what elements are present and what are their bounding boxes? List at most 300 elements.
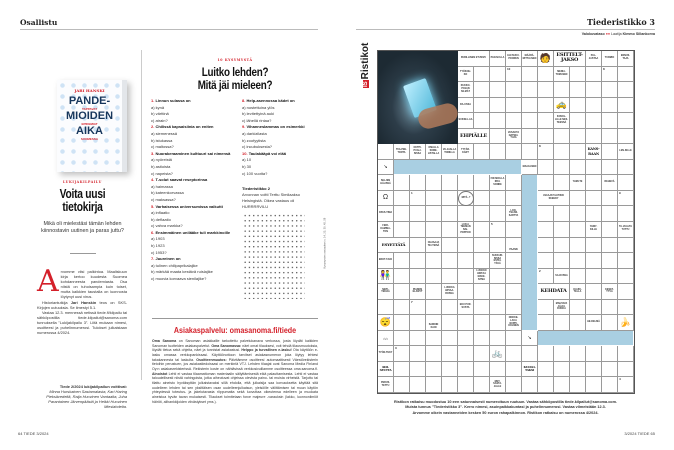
grid-cell[interactable] [394,284,410,300]
grid-cell[interactable] [490,113,506,129]
grid-cell[interactable] [410,206,426,222]
grid-cell[interactable] [522,82,538,98]
grid-cell[interactable] [570,238,586,254]
grid-cell[interactable] [570,362,586,378]
grid-cell[interactable] [458,238,474,254]
grid-cell[interactable] [570,98,586,114]
crossword-clue: VASAKTA NATSEI-TUJA [506,129,522,145]
crossword-clue: KOSOL-LILLE NES-TEESSÄ [554,113,570,129]
grid-cell[interactable] [586,300,602,316]
grid-cell[interactable] [506,222,522,238]
grid-cell[interactable] [570,129,586,145]
grid-cell[interactable] [474,222,490,238]
grid-cell[interactable] [602,377,618,393]
grid-cell[interactable] [490,331,506,347]
quiz-title: Luitko lehden? Mitä jäi mieleen? [197,65,273,92]
grid-cell[interactable] [602,206,618,222]
grid-cell[interactable] [538,175,554,191]
grid-cell[interactable] [554,144,570,160]
grid-cell[interactable] [570,253,586,269]
book-cover-image [57,80,127,172]
solution-number: 4 [618,377,634,393]
grid-cell[interactable] [586,67,602,83]
crossword-clue: ESYETTÄTÄ [378,238,410,254]
grid-cell[interactable] [554,160,570,176]
crossword-clue: YHMY-KILLE [586,222,602,238]
crossword-clue: PARILLINEN ETUSIVU [458,51,490,67]
grid-cell[interactable] [442,191,458,207]
grid-cell[interactable] [442,362,458,378]
grid-cell[interactable] [538,160,554,176]
crossword-clue: KESET-TYVÄ [602,284,618,300]
quiz-question: 2. Chilissä kapsaisiinia on eniten a) siemenessä b) istukassa c) maltossa? [151,124,239,150]
quiz-question: 10. Taulakääpä voi elää a) 10 b) 30 c) 100 vuotta? [242,151,322,177]
grid-cell[interactable] [554,129,570,145]
crossword-clue: LEN-KILLE [618,144,634,160]
grid-cell[interactable] [474,284,490,300]
grid-cell[interactable] [442,269,458,285]
grid-cell[interactable] [618,113,634,129]
grid-cell[interactable] [442,175,458,191]
solution-number: 8 [538,144,554,160]
crossword-clue: ROI-SEUTTA [378,362,394,378]
grid-cell[interactable] [602,160,618,176]
grid-cell[interactable] [506,144,522,160]
grid-cell[interactable] [522,377,538,393]
fish-picture-clue: SAMOIN KAIN [426,315,442,331]
grid-cell[interactable] [426,191,442,207]
grid-cell[interactable] [458,315,474,331]
grid-cell[interactable] [522,144,538,160]
grid-cell[interactable] [586,129,602,145]
crossword-clue: KAUKI-TELLA [570,284,586,300]
grid-cell[interactable] [426,300,442,316]
grid-cell[interactable] [506,346,522,362]
quiz-column-1 [151,98,239,283]
quiz-option: c) muovia korvaava sienilajike? [151,276,207,282]
contest-kicker: LUKIJAKILPAILU [63,180,102,184]
crossword-clue: SUKSE-LAA [458,113,474,129]
solution-number: 1 [410,191,426,207]
grid-cell[interactable] [506,82,522,98]
crossword-clue: LUOKKA ARVAA-ROSSA [442,284,458,300]
grid-cell[interactable] [410,331,426,347]
grid-cell[interactable] [538,222,554,238]
grid-cell[interactable] [506,331,522,347]
grid-cell[interactable] [586,191,602,207]
grid-cell[interactable] [506,191,522,207]
crossword-grid [377,50,635,394]
grid-cell[interactable] [506,253,522,269]
crossword-clue: LOO-TELIMI-SARTTA [506,206,522,222]
grid-cell[interactable] [570,67,586,83]
crossword-clue: ESITTELT-JAKSO [554,51,586,67]
grid-cell[interactable] [458,346,474,362]
cartoon-character-icon: 🧑 [538,51,554,67]
crossword-clue: OUTPI-PUALI-SISSA [410,144,426,160]
grid-cell[interactable] [522,98,538,114]
grid-cell[interactable] [602,315,618,331]
crossword-clue: PAL-JASTAA [586,51,602,67]
grid-cell[interactable] [458,331,474,347]
grid-cell[interactable] [474,67,490,83]
grid-cell[interactable] [442,331,458,347]
grid-cell[interactable] [394,331,410,347]
grid-cell[interactable] [458,206,474,222]
grid-cell[interactable] [570,300,586,316]
crossword-clue: MAHTAVA JÄLKI-RUOKA [554,300,570,316]
crossword-clue: EROT-TAVA [378,253,394,269]
crossword-clue: PERUS-TETTU [378,377,394,393]
grid-cell[interactable] [474,98,490,114]
grid-cell[interactable] [458,175,474,191]
grid-cell[interactable] [538,113,554,129]
symbol-clue-icon: ⌂⌂ [378,331,394,347]
grid-cell[interactable] [586,113,602,129]
grid-cell[interactable] [602,300,618,316]
grid-cell[interactable] [442,300,458,316]
grid-cell[interactable] [490,269,506,285]
grid-cell[interactable] [394,315,410,331]
grid-cell[interactable] [506,300,522,316]
quiz-option: c) atrain? [151,117,168,123]
quiz-option: b) deflaatio [151,216,171,222]
grid-cell[interactable] [506,362,522,378]
grid-cell[interactable] [426,377,442,393]
grid-cell[interactable] [618,362,634,378]
grid-cell[interactable] [474,362,490,378]
quiz-option: a) inflaatio [151,210,170,216]
grid-cell[interactable] [602,346,618,362]
winners-list: Minna Hurskainen Sastamalasta, Kari Haring Pieksävedeltä, Raija Huovinen Vantaalta, Juha Parantainen Järvenpäästä ja Heikki Huovinen Mieslahdelta. [46,389,127,410]
quiz-option: b) märkää maata kestävä ruislajike [151,269,213,275]
grid-cell[interactable] [538,377,554,393]
grid-cell[interactable] [410,315,426,331]
solution-number: 7 [410,300,426,316]
grid-cell[interactable] [474,346,490,362]
grid-cell[interactable] [458,362,474,378]
grid-cell[interactable] [458,284,474,300]
grid-cell[interactable] [586,284,602,300]
grid-cell[interactable] [442,253,458,269]
grid-cell[interactable] [538,315,554,331]
grid-cell[interactable] [618,175,634,191]
grid-cell[interactable] [474,238,490,254]
grid-cell[interactable] [490,191,506,207]
grid-cell[interactable] [602,144,618,160]
grid-cell[interactable] [394,253,410,269]
grid-cell[interactable] [490,82,506,98]
grid-cell[interactable] [586,175,602,191]
grid-cell[interactable] [442,377,458,393]
grid-cell[interactable] [570,346,586,362]
grid-cell[interactable] [554,377,570,393]
grid-cell[interactable] [394,377,410,393]
grid-cell[interactable] [602,129,618,145]
grid-cell[interactable] [602,82,618,98]
grid-cell[interactable] [570,144,586,160]
crossword-clue: KANS-RAAN [586,144,602,160]
drop-cap: A [37,264,59,299]
grid-cell[interactable] [554,253,570,269]
grid-cell[interactable] [554,82,570,98]
grid-cell[interactable] [442,346,458,362]
grid-cell[interactable] [442,238,458,254]
quiz-option: b) levitettyinä auki [242,111,275,117]
previous-solution-grid-image [243,213,305,299]
solution-row-shade [538,331,634,347]
grid-cell[interactable] [538,238,554,254]
previous-winner-text: Arvonnan voitti Terttu Similaakso Helsingistä. Oikea vastaus oli HURRRRVILU [242,192,300,209]
quiz-question: 7. Juureinen on a) tulinen chilipaprikalajike b) märkää maata kestävä ruislajike c) muovia korvaava sienilajike? [151,256,239,282]
grid-cell[interactable] [554,362,570,378]
grid-cell[interactable] [378,300,394,316]
quiz-option: a) nyöreistä [151,157,172,163]
crossword-clue: PAN-NULLA [490,51,506,67]
crossword-clue: RA-USSA [458,98,474,114]
grid-cell[interactable] [618,98,634,114]
grid-cell[interactable] [618,269,634,285]
winners-title: Tiede 2/2024 lukijakilpailun voittivat: [59,384,127,389]
grid-cell[interactable] [490,315,506,331]
quiz-option: b) kateenkorvassa [151,190,184,196]
grid-cell[interactable] [490,300,506,316]
grid-cell[interactable] [554,315,570,331]
grid-cell[interactable] [522,113,538,129]
grid-cell[interactable] [490,67,506,83]
grid-cell[interactable] [618,253,634,269]
crossword-clue: HE-DELMÄ [586,315,602,331]
grid-cell[interactable] [618,67,634,83]
grid-cell[interactable] [586,253,602,269]
grid-cell[interactable] [538,129,554,145]
grid-cell[interactable] [602,269,618,285]
speech-bubble-clue: MITÄ -? [458,191,474,207]
crossword-clue: MÄÄRÄ-MITTAI-NEN [522,51,538,67]
grid-cell[interactable] [490,362,506,378]
grid-cell[interactable] [410,253,426,269]
grid-cell[interactable] [602,253,618,269]
grid-cell[interactable] [426,206,442,222]
grid-cell[interactable] [410,222,426,238]
grid-cell[interactable] [394,362,410,378]
grid-cell[interactable] [554,175,570,191]
grid-cell[interactable] [426,284,442,300]
grid-cell[interactable] [426,331,442,347]
quiz-option: a) 1903 [151,236,165,242]
grid-cell[interactable] [506,113,522,129]
bicycle-icon: 🚲 [490,346,506,362]
short-rule [70,253,96,254]
grid-cell[interactable] [586,362,602,378]
grid-cell[interactable] [442,315,458,331]
grid-cell[interactable] [570,160,586,176]
grid-cell[interactable] [538,67,554,83]
crossword-clue: ENNUS-TAJA [618,51,634,67]
grid-cell[interactable] [394,175,410,191]
grid-cell[interactable] [586,346,602,362]
book-title-line: AIKA [76,125,103,137]
grid-cell[interactable] [426,222,442,238]
grid-cell[interactable] [522,346,538,362]
grid-cell[interactable] [394,222,410,238]
crossword-clue: TA-VAALTA TUTTU [618,222,634,238]
grid-cell[interactable] [490,129,506,145]
grid-cell[interactable] [570,377,586,393]
grid-cell[interactable] [602,238,618,254]
grid-cell[interactable] [426,253,442,269]
grid-cell[interactable] [602,98,618,114]
grid-cell[interactable] [618,284,634,300]
grid-cell[interactable] [618,206,634,222]
author-name: Jari Hanskin [70,299,97,305]
grid-cell[interactable] [490,284,506,300]
crossword-clue: EHPIÄLLE [458,129,490,145]
crossword-clue: FEIR-KAMINA-TON [378,222,394,238]
grid-cell[interactable] [426,175,442,191]
grid-cell[interactable] [586,269,602,285]
grid-cell[interactable] [458,377,474,393]
service-rule [152,318,318,319]
grid-cell[interactable] [586,160,602,176]
grid-cell[interactable] [554,206,570,222]
grid-cell[interactable] [442,222,458,238]
grid-cell[interactable] [410,175,426,191]
book-title-line: MIOIDEN [65,110,114,122]
grid-cell[interactable] [570,113,586,129]
crossword-clue: NOKKE-LAUA NUPPI-KOLMEN [506,315,522,331]
grid-cell[interactable] [586,82,602,98]
grid-cell[interactable] [410,362,426,378]
grid-cell[interactable] [474,206,490,222]
crossword-clue: TIIA-PEE-TONTA [394,144,410,160]
quiz-option: c) lähellä rintaa? [242,117,272,123]
grid-cell[interactable] [490,98,506,114]
car-icon: 🚕 [554,98,570,114]
grid-cell[interactable] [458,253,474,269]
grid-cell[interactable] [490,238,506,254]
grid-cell[interactable] [538,346,554,362]
grid-cell[interactable] [602,362,618,378]
quiz-question: 3. Nuorakeraaminen kulttuuri sai nimensä a) nyöreistä b) astioista c) napeista? [151,151,239,177]
crossword-clue: VA-JAALLA TOMILLA [442,144,458,160]
grid-cell[interactable] [522,67,538,83]
grid-cell[interactable] [474,82,490,98]
grid-cell[interactable] [426,362,442,378]
grid-cell[interactable] [554,238,570,254]
grid-cell[interactable] [410,238,426,254]
grid-cell[interactable] [602,222,618,238]
crossword-credits: Valokuvataso ●● Laatija Kimmo Sillankorva [581,32,655,36]
grid-cell[interactable] [570,206,586,222]
grid-cell[interactable] [506,98,522,114]
grid-cell[interactable] [426,269,442,285]
grid-cell[interactable] [586,206,602,222]
grid-cell[interactable] [618,346,634,362]
grid-cell[interactable] [538,206,554,222]
quiz-option: a) siemenessä [151,130,178,136]
quiz-option: a) 10 [242,157,252,163]
quiz-column-2 [242,98,322,177]
solution-number: 3 [394,346,410,362]
grid-cell[interactable] [490,206,506,222]
article-paragraph: rvomme viisi palkintoa. Maaliskuun kirja kertoo kuudesta Suomea kohdanneesta pandemiasta. Osa niistä on tuhoisampia kuin toiset, mutta kaikkien taustalla on luonnosta löytynyt uusi virus. [60,269,127,300]
grid-cell[interactable] [394,300,410,316]
grid-cell[interactable] [490,144,506,160]
grid-cell[interactable] [474,331,490,347]
crossword-clue: MET-SASTA-JALLE [490,377,506,393]
grid-cell[interactable] [474,191,490,207]
grid-cell[interactable] [538,98,554,114]
contest-article: Arvomme viisi palkintoa. Maaliskuun kirja kertoo kuudesta Suomea kohdanneesta pandemiasta. Osa niistä on tuhoisampia kuin toiset, mutta kaikkien taustalla on luonnosta löytynyt uusi virus. Historiantutkija Jari Hanskin teos on SKS-Kirjojen uutuuksia. Se ilmestyi 5.1. Vastaa 12.3. mennessä netissä tiede.fi/kilpailu tai sähköpostilla tiede.kilpailut@sanoma.com tunnuksella "Lukijakilpailu 3". Liitä mukaan nimesi, osoitteesi ja puhelinnumerosi. Tulokset julkaistaan numerossa 4/2024. [37,264,127,336]
grid-cell[interactable] [570,269,586,285]
grid-cell[interactable] [538,253,554,269]
grid-cell[interactable] [602,113,618,129]
grid-cell[interactable] [618,129,634,145]
grid-cell[interactable] [474,175,490,191]
grid-cell[interactable] [474,113,490,129]
grid-cell[interactable] [602,191,618,207]
grid-cell[interactable] [474,315,490,331]
grid-cell[interactable] [474,377,490,393]
grid-cell[interactable] [474,253,490,269]
solution-row-shade [394,160,522,176]
grid-cell[interactable] [570,82,586,98]
grid-cell[interactable] [586,238,602,254]
crossword-clue: YHMI-TE [570,175,586,191]
grid-cell[interactable] [538,362,554,378]
crossword-instructions: Ristikon ratkaisu muodostuu 10:een satunnaisesti numeroituun ruutuun. Vastaa sähköpostilla tiede.kilpailut@sanoma.com. Muista tunnus "Tiederistikko 3". Kerro nimesi, asuinpaikkakuntasi ja puhelinnumerosi. Vastaa viimeistään 12.3. Arvomme oikein vastanneiden kesken 50 euron rahapalkinnon. Ristikon ratkaisu on numerossa 4/2024. [393,400,618,415]
grid-cell[interactable] [474,144,490,160]
grid-cell[interactable] [618,82,634,98]
grid-cell[interactable] [570,315,586,331]
grid-cell[interactable] [506,269,522,285]
grid-cell[interactable] [394,191,410,207]
grid-cell[interactable] [586,98,602,114]
grid-cell[interactable] [554,222,570,238]
grid-cell[interactable] [570,191,586,207]
grid-cell[interactable] [570,222,586,238]
grid-cell[interactable] [538,300,554,316]
crossword-clue: REHEVÄ [602,175,618,191]
grid-cell[interactable] [554,346,570,362]
solution-number: 10 [506,67,522,83]
grid-cell[interactable] [458,269,474,285]
grid-cell[interactable] [506,377,522,393]
book-author: JARI HANSKI [74,88,105,93]
grid-cell[interactable] [618,160,634,176]
grid-cell[interactable] [410,346,426,362]
grid-cell[interactable] [442,206,458,222]
grid-cell[interactable] [618,300,634,316]
grid-cell[interactable] [378,144,394,160]
grid-cell[interactable] [522,129,538,145]
crossword-clue: NEPI-TEKIJÄ [378,284,394,300]
grid-cell[interactable] [410,377,426,393]
quiz-option: c) vahva markka? [151,223,183,229]
grid-cell[interactable] [586,377,602,393]
grid-cell[interactable] [538,82,554,98]
grid-cell[interactable] [394,206,410,222]
grid-cell[interactable] [506,175,522,191]
grid-cell[interactable] [506,284,522,300]
grid-cell[interactable] [618,238,634,254]
grid-cell[interactable] [474,300,490,316]
grid-cell[interactable] [426,346,442,362]
grid-cell[interactable] [394,269,410,285]
quiz-question: 6. Ensimmäinen unilääke tuli markkinoille a) 1903 b) 1923 c) 1953? [151,230,239,256]
grid-cell[interactable] [410,269,426,285]
